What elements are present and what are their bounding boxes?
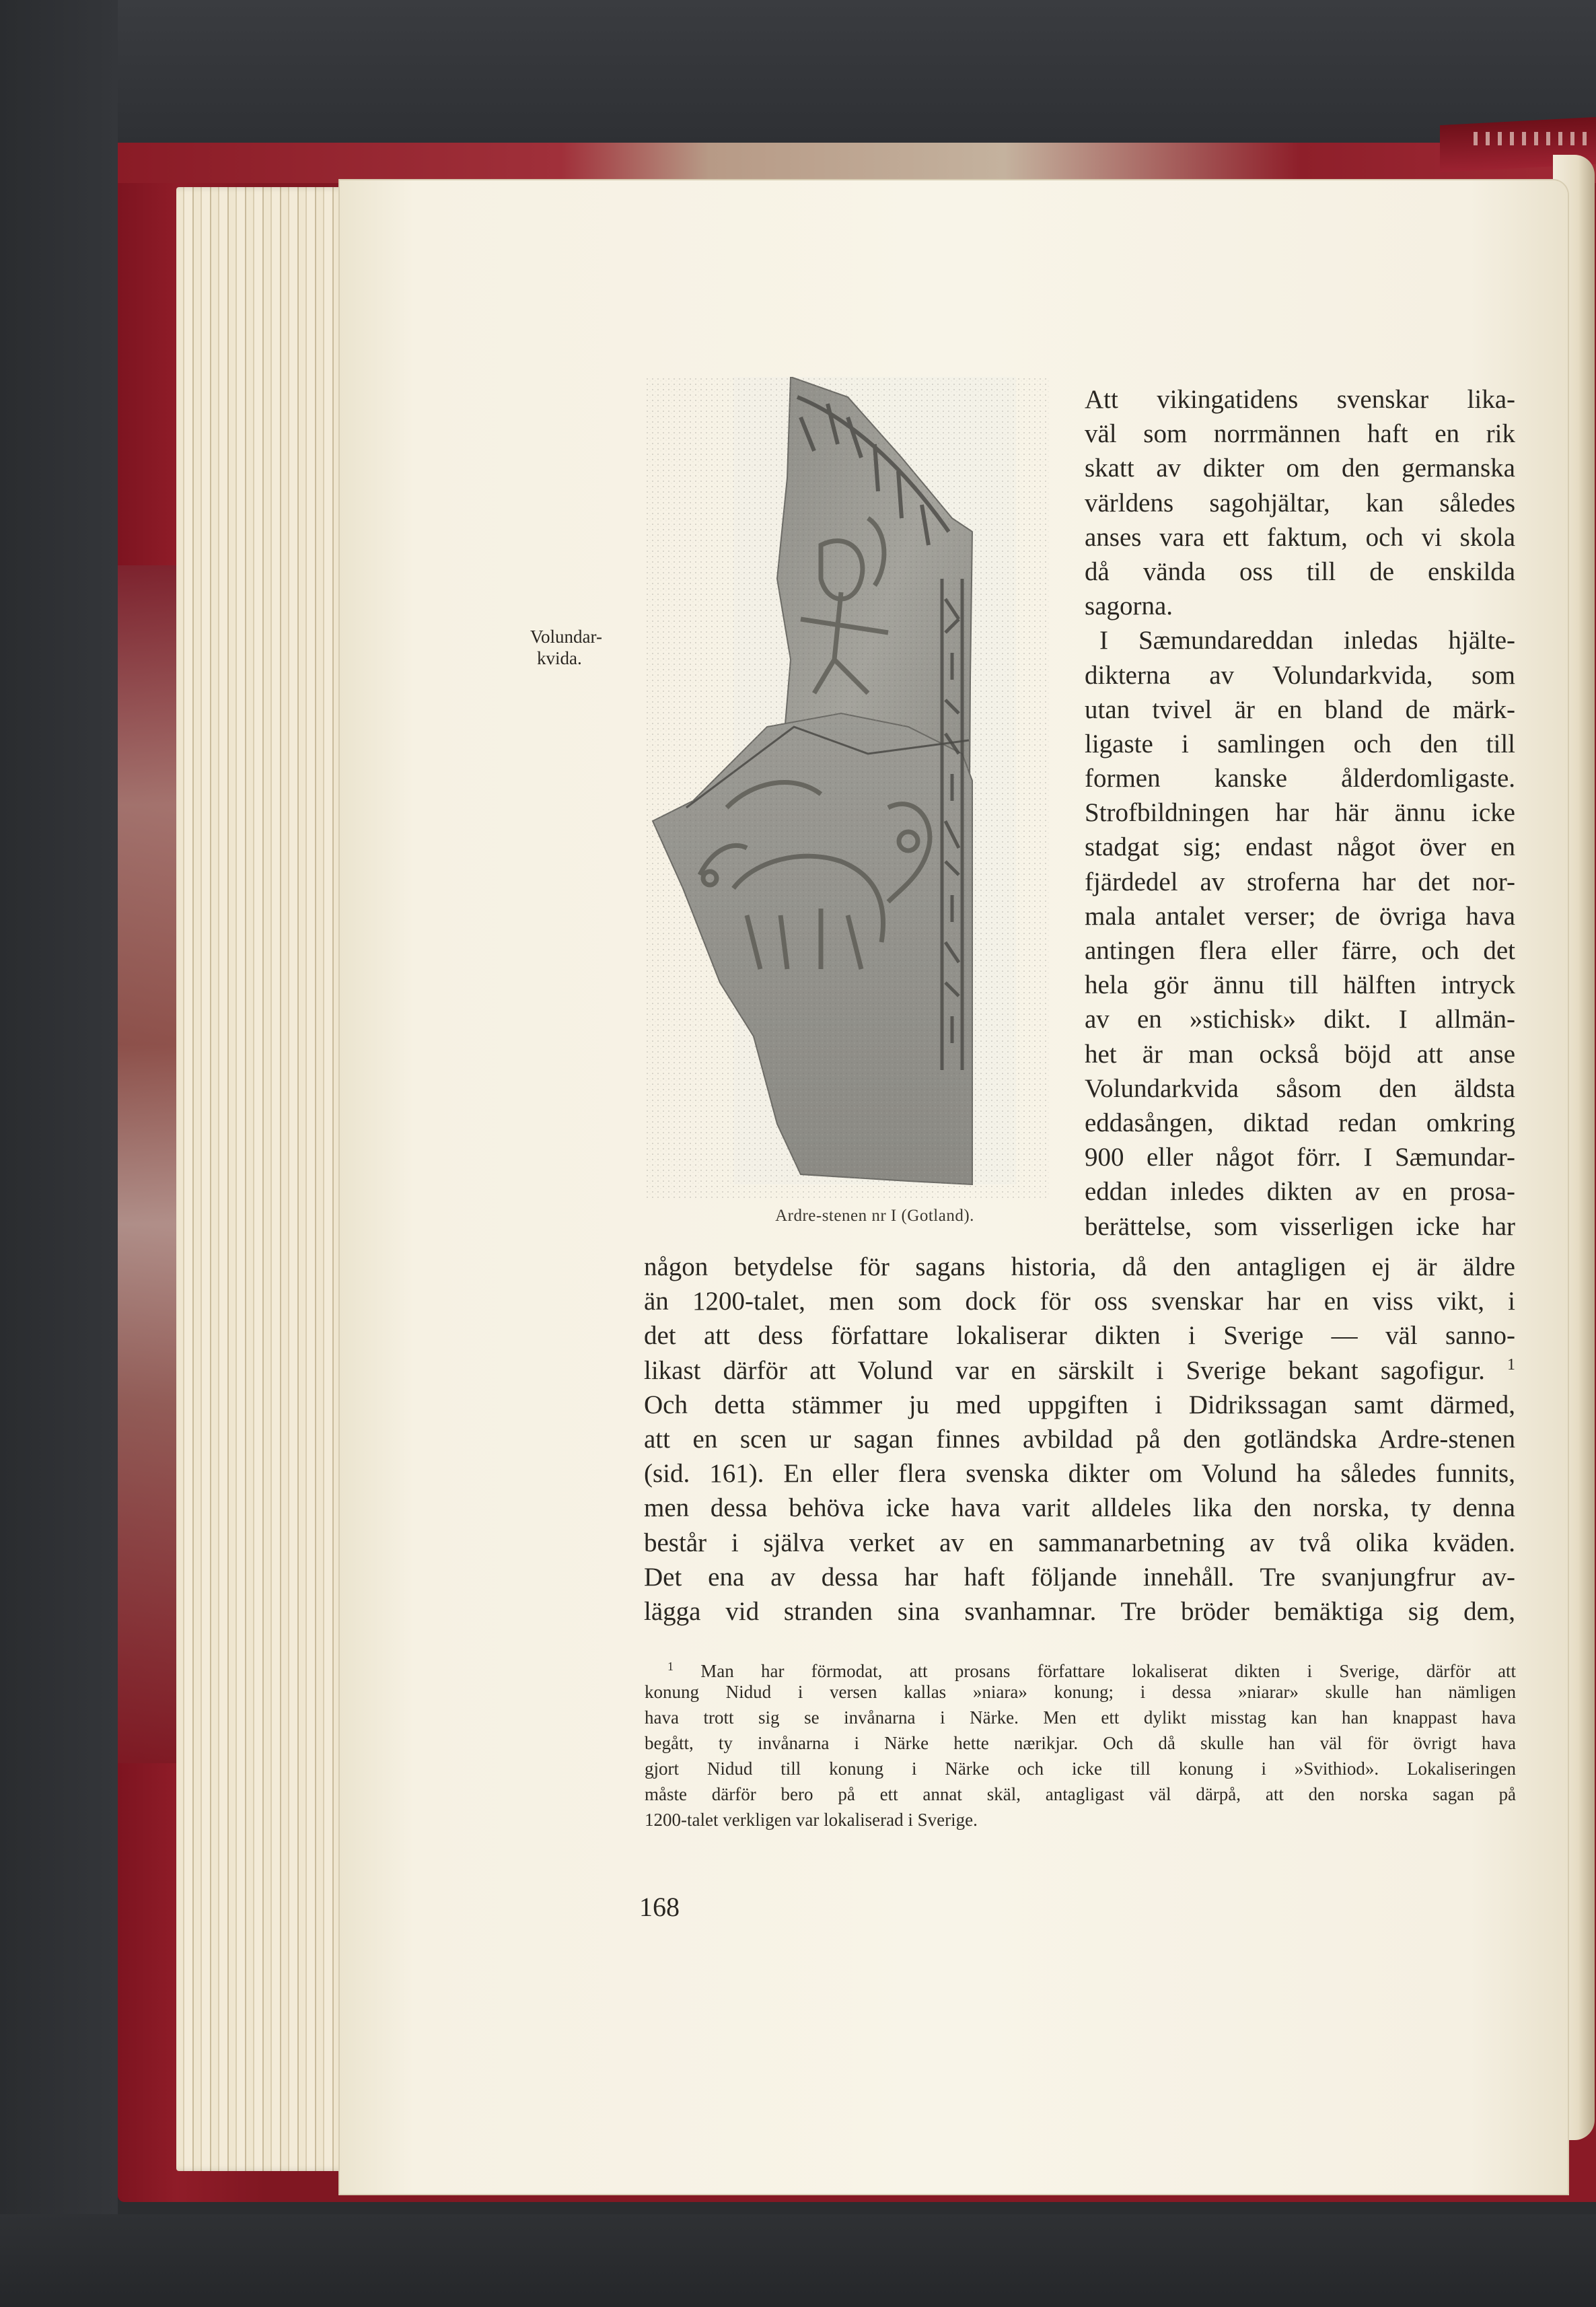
text-line: lägga vid stranden sina svanhamnar. Tre bröder bemäktiga sig dem, bbox=[644, 1596, 1515, 1626]
page-edges bbox=[176, 187, 348, 2171]
footnote-number: 1 bbox=[667, 1660, 674, 1673]
text-line: (sid. 161). En eller flera svenska dikter om Volund ha således funnits, bbox=[644, 1459, 1515, 1489]
footnote-line: begått, ty invånarna i Närke hette nærikjar. Och då skulle han väl för övrigt hava bbox=[645, 1733, 1516, 1753]
text-line: än 1200-talet, men som dock för oss svenskar har en viss vikt, i bbox=[644, 1287, 1515, 1316]
footnote-text: Man har förmodat, att prosans författare lokaliserat dikten i Sverige, därför att bbox=[700, 1661, 1516, 1681]
footnote-line: gjort Nidud till konung i Närke och icke till konung i »Svithiod». Lokaliseringen bbox=[645, 1759, 1516, 1779]
figure-caption: Ardre-stenen nr I (Gotland). bbox=[775, 1207, 974, 1225]
text-line: då vända oss till de enskilda bbox=[1085, 557, 1515, 586]
margin-note-line: kvida. bbox=[537, 648, 582, 668]
text-line: antingen flera eller färre, och det bbox=[1085, 936, 1515, 965]
margin-note bbox=[530, 626, 624, 669]
text-line: eddasången, diktad redan omkring bbox=[1085, 1108, 1515, 1137]
cover-wear bbox=[118, 565, 178, 1763]
text-line: formen kanske ålderdomligaste. bbox=[1085, 764, 1515, 793]
text-line: stadgat sig; endast något över en bbox=[1085, 832, 1515, 862]
text-line bbox=[644, 1353, 1515, 1388]
text-line: utan tvivel är en bland de märk- bbox=[1085, 695, 1515, 724]
footnote-line: hava trott sig se invånarna i Närke. Men ett dylikt misstag kan han knappast hava bbox=[645, 1707, 1516, 1728]
text-line: väl som norrmännen haft en rik bbox=[1085, 419, 1515, 449]
book-cover-top-edge bbox=[118, 143, 1596, 183]
footnote-reference: 1 bbox=[1507, 1355, 1515, 1374]
footnote-line: 1200-talet verkligen var lokaliserad i Sverige. bbox=[645, 1810, 978, 1830]
margin-note-line: Volundar- bbox=[530, 627, 602, 647]
text-line: av en »stichisk» dikt. I allmän- bbox=[1085, 1005, 1515, 1034]
spine-decoration bbox=[1474, 132, 1588, 145]
text-line: men dessa behöva icke hava varit alldeles lika den norska, ty denna bbox=[644, 1493, 1515, 1523]
text-line: fjärdedel av stroferna har det nor- bbox=[1085, 867, 1515, 896]
right-column-text bbox=[1085, 382, 1515, 1244]
text-line: I Sæmundareddan inledas hjälte- bbox=[1099, 626, 1515, 655]
text-line: eddan inledes dikten av en prosa- bbox=[1085, 1177, 1515, 1207]
text-line: Strofbildningen har här ännu icke bbox=[1085, 798, 1515, 828]
text-line: världens sagohjältar, kan således bbox=[1085, 488, 1515, 518]
text-line: Det ena av dessa har haft följande innehåll. Tre svanjungfrur av- bbox=[644, 1562, 1515, 1592]
scanner-background-bottom bbox=[0, 2214, 1596, 2307]
ardre-stone-illustration bbox=[646, 377, 1050, 1198]
footnote-line bbox=[645, 1654, 1516, 1679]
text-line: berättelse, som visserligen icke har bbox=[1085, 1211, 1515, 1241]
full-width-text bbox=[644, 1250, 1515, 1629]
text-line: anses vara ett faktum, och vi skola bbox=[1085, 522, 1515, 552]
page-number: 168 bbox=[639, 1892, 680, 1922]
text-line: Och detta stämmer ju med uppgiften i Didrikssagan samt därmed, bbox=[644, 1390, 1515, 1419]
text-line: dikterna av Volundarkvida, som bbox=[1085, 660, 1515, 690]
scanner-background-left bbox=[0, 0, 118, 2307]
text-line: består i själva verket av en sammanarbetning av två olika kväden. bbox=[644, 1528, 1515, 1557]
text-line: het är man också böjd att anse bbox=[1085, 1039, 1515, 1069]
footnotes bbox=[645, 1654, 1516, 1833]
scanner-background-top bbox=[0, 0, 1596, 145]
rune-stone-image bbox=[646, 377, 1050, 1198]
text-line: 900 eller något förr. I Sæmundar- bbox=[1085, 1143, 1515, 1172]
text-line: sagorna. bbox=[1085, 592, 1173, 621]
text-line: mala antalet verser; de övriga hava bbox=[1085, 901, 1515, 931]
text-line: att en scen ur sagan finnes avbildad på den gotländska Ardre-stenen bbox=[644, 1424, 1515, 1454]
text-line: hela gör ännu till hälften intryck bbox=[1085, 970, 1515, 1000]
footnote-line: måste därför bero på ett annat skäl, antagligast väl därpå, att den norska sagan på bbox=[645, 1784, 1516, 1804]
text-line: skatt av dikter om den germanska bbox=[1085, 454, 1515, 483]
text-line-content: likast därför att Volund var en särskilt i Sverige bekant sagofigur. bbox=[644, 1355, 1485, 1385]
text-line: Att vikingatidens svenskar lika- bbox=[1085, 385, 1515, 414]
text-line: det att dess författare lokaliserar dikten i Sverige — väl sanno- bbox=[644, 1321, 1515, 1351]
footnote-line: konung Nidud i versen kallas »niara» konung; i dessa »niarar» skulle han nämligen bbox=[645, 1682, 1516, 1702]
text-line: ligaste i samlingen och den till bbox=[1085, 729, 1515, 758]
text-line: någon betydelse för sagans historia, då den antagligen ej är äldre bbox=[644, 1252, 1515, 1281]
text-line: Volundarkvida såsom den äldsta bbox=[1085, 1073, 1515, 1103]
